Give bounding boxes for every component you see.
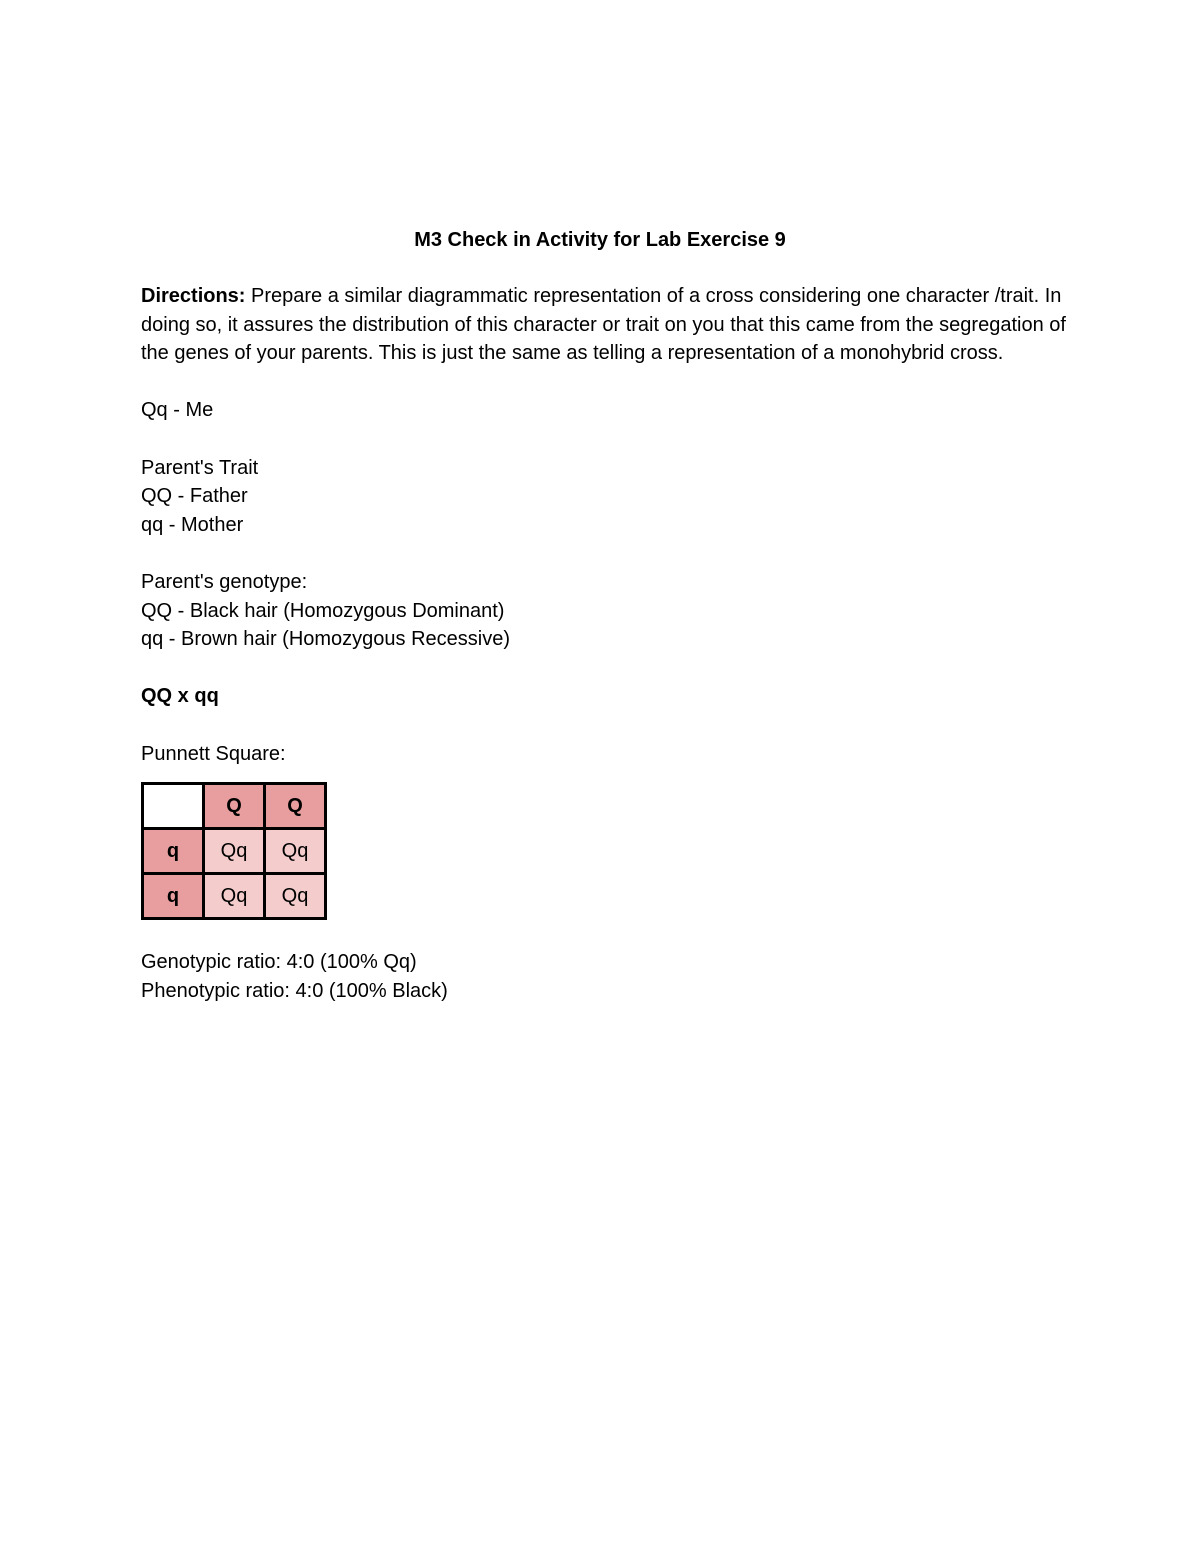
- parents-trait-heading: Parent's Trait: [141, 456, 259, 479]
- punnett-heading: Punnett Square:: [141, 742, 286, 765]
- dominant-genotype-line: QQ - Black hair (Homozygous Dominant): [141, 599, 505, 622]
- punnett-header-row: [143, 784, 326, 829]
- document-title: M3 Check in Activity for Lab Exercise 9: [414, 229, 786, 251]
- parents-genotype-heading: Parent's genotype:: [141, 570, 308, 593]
- directions-text: Prepare a similar diagrammatic representation of a cross considering one character /trait. In doing so, it assures the distribution of this character or trait on you that this came from the segregation of the genes of your parents. This is just the same as telling a representation of a monohybrid cross.: [141, 285, 1066, 365]
- punnett-row: [143, 829, 326, 874]
- cross-line: QQ x qq: [141, 685, 219, 708]
- genotypic-ratio-line: Genotypic ratio: 4:0 (100% Qq): [141, 951, 417, 974]
- mother-genotype-line: qq - Mother: [141, 513, 244, 536]
- directions-paragraph: [141, 282, 1071, 368]
- phenotypic-ratio-line: Phenotypic ratio: 4:0 (100% Black): [141, 979, 448, 1002]
- punnett-cell: Qq: [204, 829, 265, 874]
- punnett-row: [143, 874, 326, 919]
- recessive-genotype-line: qq - Brown hair (Homozygous Recessive): [141, 628, 511, 651]
- me-genotype-line: Qq - Me: [141, 399, 214, 422]
- punnett-cell: Qq: [265, 829, 326, 874]
- punnett-square: [141, 782, 327, 920]
- father-genotype-line: QQ - Father: [141, 485, 248, 508]
- punnett-row-header: q: [143, 829, 204, 874]
- punnett-col-header: Q: [204, 784, 265, 829]
- document-body: [141, 282, 1071, 1005]
- directions-label: Directions:: [141, 285, 246, 307]
- punnett-cell: Qq: [265, 874, 326, 919]
- punnett-cell: Qq: [204, 874, 265, 919]
- punnett-corner-cell: [143, 784, 204, 829]
- punnett-row-header: q: [143, 874, 204, 919]
- punnett-col-header: Q: [265, 784, 326, 829]
